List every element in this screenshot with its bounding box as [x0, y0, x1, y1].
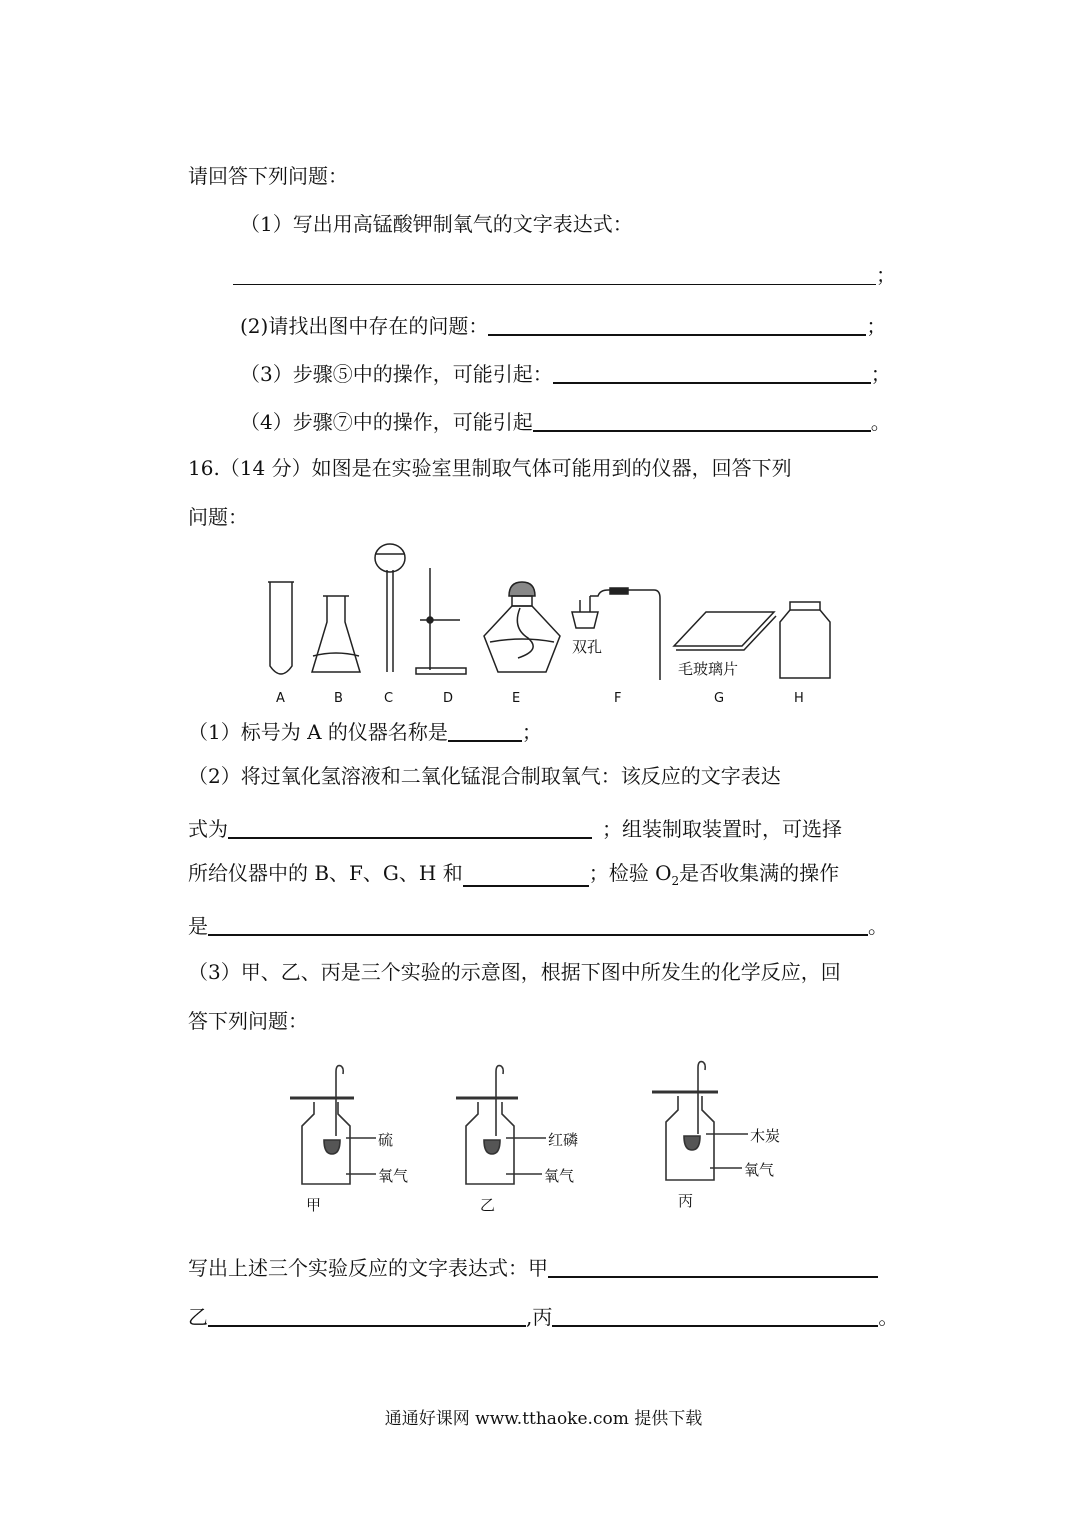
experiment-bing [652, 1062, 780, 1210]
q16-sub2-line4 [188, 912, 888, 936]
q16-title-line2: 问题： [188, 505, 248, 529]
yi-substance: 红磷 [548, 1131, 579, 1149]
q15-part2-text: (2)请找出图中存在的问题： [240, 314, 489, 338]
bing-name: 丙 [678, 1192, 694, 1210]
q16-write-text: 写出上述三个实验反应的文字表达式：甲 [188, 1256, 548, 1280]
apparatus-figure [250, 538, 850, 710]
q16-sub2-equation-blank[interactable] [228, 815, 592, 839]
yi-name: 乙 [480, 1196, 496, 1214]
jia-gas: 氧气 [378, 1167, 409, 1185]
q16-sub2-line4-text-a: 是 [188, 914, 208, 938]
q16-write-line2 [188, 1303, 898, 1327]
q16-sub2-line2 [188, 815, 842, 839]
q16-sub1-end: ； [521, 720, 542, 744]
q15-part4 [240, 408, 891, 432]
q16-sub2-line1: （2）将过氧化氢溶液和二氧化锰混合制取氧气：该反应的文字表达 [188, 764, 781, 788]
q15-part1-answer-blank[interactable] [233, 262, 876, 285]
label-b: B [334, 691, 343, 706]
two-hole-stopper-icon [572, 588, 660, 680]
q16-sub2-check-blank[interactable] [208, 912, 868, 936]
experiment-jia [290, 1066, 408, 1214]
q16-sub2-line3-text-a: 所给仪器中的 B、F、G、H 和 [188, 861, 463, 885]
q16-sub2-line4-end: 。 [868, 914, 888, 938]
label-c: C [384, 691, 394, 706]
test-tube-icon [268, 582, 294, 674]
q15-part3 [240, 360, 891, 384]
long-funnel-icon [375, 544, 405, 672]
q16-sub1 [188, 718, 542, 742]
glass-plate-icon [674, 612, 776, 650]
label-d: D [443, 691, 454, 706]
jia-name: 甲 [306, 1196, 322, 1214]
label-g: G [714, 691, 725, 706]
q15-part2-end: ； [866, 314, 887, 338]
q16-sub1-answer-blank[interactable] [448, 718, 522, 742]
label-e: E [512, 691, 521, 706]
q15-part2-answer-blank[interactable] [488, 312, 866, 336]
jia-substance: 硫 [378, 1131, 394, 1149]
q16-write-yi-label: 乙 [188, 1305, 208, 1329]
intro-text: 请回答下列问题： [188, 164, 348, 188]
q16-sub2-line3 [188, 863, 839, 887]
label-h: H [794, 691, 804, 706]
yi-equation-blank[interactable] [208, 1303, 526, 1327]
q16-sub2-o2-subscript: 2 [671, 874, 680, 888]
q16-sub2-line3-text-b: ；检验 O [588, 861, 672, 885]
label-a: A [276, 691, 285, 706]
jia-equation-blank[interactable] [548, 1254, 878, 1278]
bing-substance: 木炭 [750, 1127, 781, 1145]
q16-sub3-line1: （3）甲、乙、丙是三个实验的示意图，根据下图中所发生的化学反应，回 [188, 960, 841, 984]
q15-part4-answer-blank[interactable] [533, 408, 871, 432]
experiment-yi [456, 1066, 578, 1214]
q16-write-line1 [188, 1254, 878, 1278]
combustion-experiments-figure [280, 1060, 820, 1220]
q16-write-bing-label: ,丙 [526, 1305, 553, 1329]
alcohol-lamp-icon [484, 582, 560, 672]
label-f: F [614, 691, 622, 706]
iron-stand-icon [416, 568, 466, 674]
q16-sub1-text: （1）标号为 A 的仪器名称是 [188, 720, 448, 744]
q15-part4-text: （4）步骤⑦中的操作，可能引起 [240, 410, 533, 434]
page-footer: 通通好课网 www.tthaoke.com 提供下载 [384, 1409, 703, 1429]
q16-sub2-line2-text-b: ；组装制取装置时，可选择 [602, 817, 842, 841]
q16-write-end: 。 [878, 1305, 899, 1329]
q15-part4-end: 。 [870, 410, 891, 434]
q16-title-line1: 16.（14 分）如图是在实验室里制取气体可能用到的仪器，回答下列 [188, 456, 792, 480]
bing-equation-blank[interactable] [552, 1303, 878, 1327]
gas-bottle-icon [780, 602, 830, 678]
q15-part3-answer-blank[interactable] [553, 360, 871, 384]
bing-gas: 氧气 [744, 1161, 775, 1179]
note-shuangkong: 双孔 [572, 638, 603, 656]
q15-part2 [240, 312, 886, 336]
q16-sub2-instrument-blank[interactable] [463, 863, 589, 887]
q15-part3-text: （3）步骤⑤中的操作，可能引起： [240, 362, 553, 386]
q16-sub2-line3-text-c: 是否收集满的操作 [679, 861, 840, 885]
q15-part1-answer-row [233, 262, 896, 285]
q15-part1-end: ； [876, 263, 896, 287]
yi-gas: 氧气 [544, 1167, 575, 1185]
conical-flask-icon [312, 596, 360, 672]
q15-part1: （1）写出用高锰酸钾制氧气的文字表达式： [240, 212, 633, 236]
q16-sub3-line2: 答下列问题： [188, 1009, 308, 1033]
q15-part3-end: ； [870, 362, 891, 386]
q16-sub2-line2-text-a: 式为 [188, 817, 228, 841]
note-maoboli: 毛玻璃片 [678, 660, 739, 678]
